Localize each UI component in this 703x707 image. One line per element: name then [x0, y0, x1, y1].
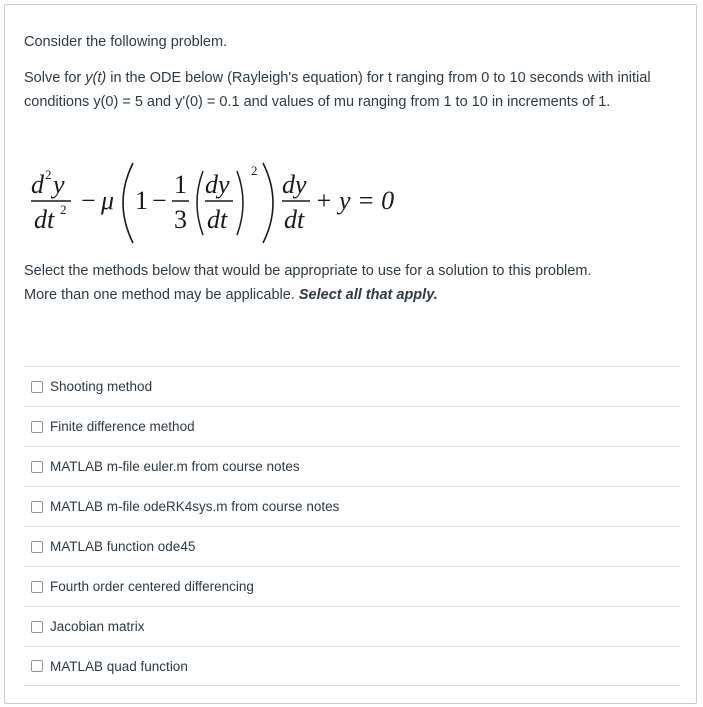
eq-dy-top: dy [205, 170, 230, 199]
checkbox[interactable] [31, 581, 43, 593]
problem-yt: y(t) [85, 70, 107, 86]
option-shooting-method[interactable] [24, 366, 680, 406]
problem-rest: in the ODE below (Rayleigh's equation) for t ranging from 0 to 10 seconds with initial conditions y(0) = 5 and y'(0) = 0.1 and values of mu ranging from 1 to 10 in increments of 1. [24, 70, 651, 110]
checkbox[interactable] [31, 660, 43, 672]
eq-paren-right [237, 171, 243, 235]
eq-one: 1 [135, 186, 148, 215]
eq-frac-one: 1 [174, 170, 187, 199]
eq-big-paren-right [263, 163, 273, 243]
eq-sup-2a: 2 [45, 167, 52, 182]
option-fourth-order-centered[interactable] [24, 566, 680, 606]
eq-paren-left [197, 171, 203, 235]
checkbox[interactable] [31, 541, 43, 553]
eq-dt-right: dt [284, 205, 305, 234]
prompt-line-2-text: More than one method may be applicable. [24, 287, 295, 303]
selection-prompt [24, 259, 684, 307]
option-euler-m[interactable] [24, 446, 680, 486]
option-label: MATLAB function ode45 [50, 539, 196, 554]
eq-dy-top-2: dy [282, 170, 307, 199]
option-label: Jacobian matrix [50, 619, 145, 634]
eq-big-paren-left [123, 163, 133, 243]
option-finite-difference[interactable] [24, 406, 680, 446]
eq-frac-three: 3 [174, 205, 187, 234]
option-label: MATLAB quad function [50, 658, 188, 674]
question-card [4, 4, 697, 704]
problem-prefix: Solve for [24, 70, 86, 86]
option-ode45[interactable] [24, 526, 680, 566]
eq-sup-2c: 2 [251, 163, 258, 178]
problem-statement [24, 66, 684, 114]
prompt-line-2 [24, 283, 684, 307]
option-label: Shooting method [50, 379, 153, 394]
eq-dt-bottom: dt [34, 205, 55, 234]
eq-tail: + y = 0 [315, 186, 395, 215]
prompt-emphasis: Select all that apply. [298, 287, 438, 303]
eq-d-top: d [31, 170, 44, 199]
checkbox[interactable] [31, 621, 43, 633]
eq-minus-2: − [152, 186, 167, 215]
checkbox[interactable] [31, 501, 43, 513]
option-label: MATLAB m-file odeRK4sys.m from course notes [50, 499, 340, 514]
eq-sup-2b: 2 [60, 202, 67, 217]
option-label: Finite difference method [50, 419, 195, 434]
option-oderk4sys-m[interactable] [24, 486, 680, 526]
eq-y-top: y [53, 170, 65, 199]
rayleigh-equation [27, 155, 407, 245]
option-quad-function[interactable] [24, 646, 680, 686]
checkbox[interactable] [31, 461, 43, 473]
answer-options [24, 366, 680, 686]
option-label: MATLAB m-file euler.m from course notes [50, 459, 300, 474]
question-intro: Consider the following problem. [24, 34, 228, 50]
option-jacobian-matrix[interactable] [24, 606, 680, 646]
eq-mu: μ [101, 186, 115, 215]
prompt-line-1: Select the methods below that would be appropriate to use for a solution to this problem. [24, 263, 592, 279]
option-label: Fourth order centered differencing [50, 579, 254, 594]
eq-minus-1: − [81, 186, 96, 215]
checkbox[interactable] [31, 421, 43, 433]
eq-dt-mid: dt [207, 205, 228, 234]
checkbox[interactable] [31, 381, 43, 393]
